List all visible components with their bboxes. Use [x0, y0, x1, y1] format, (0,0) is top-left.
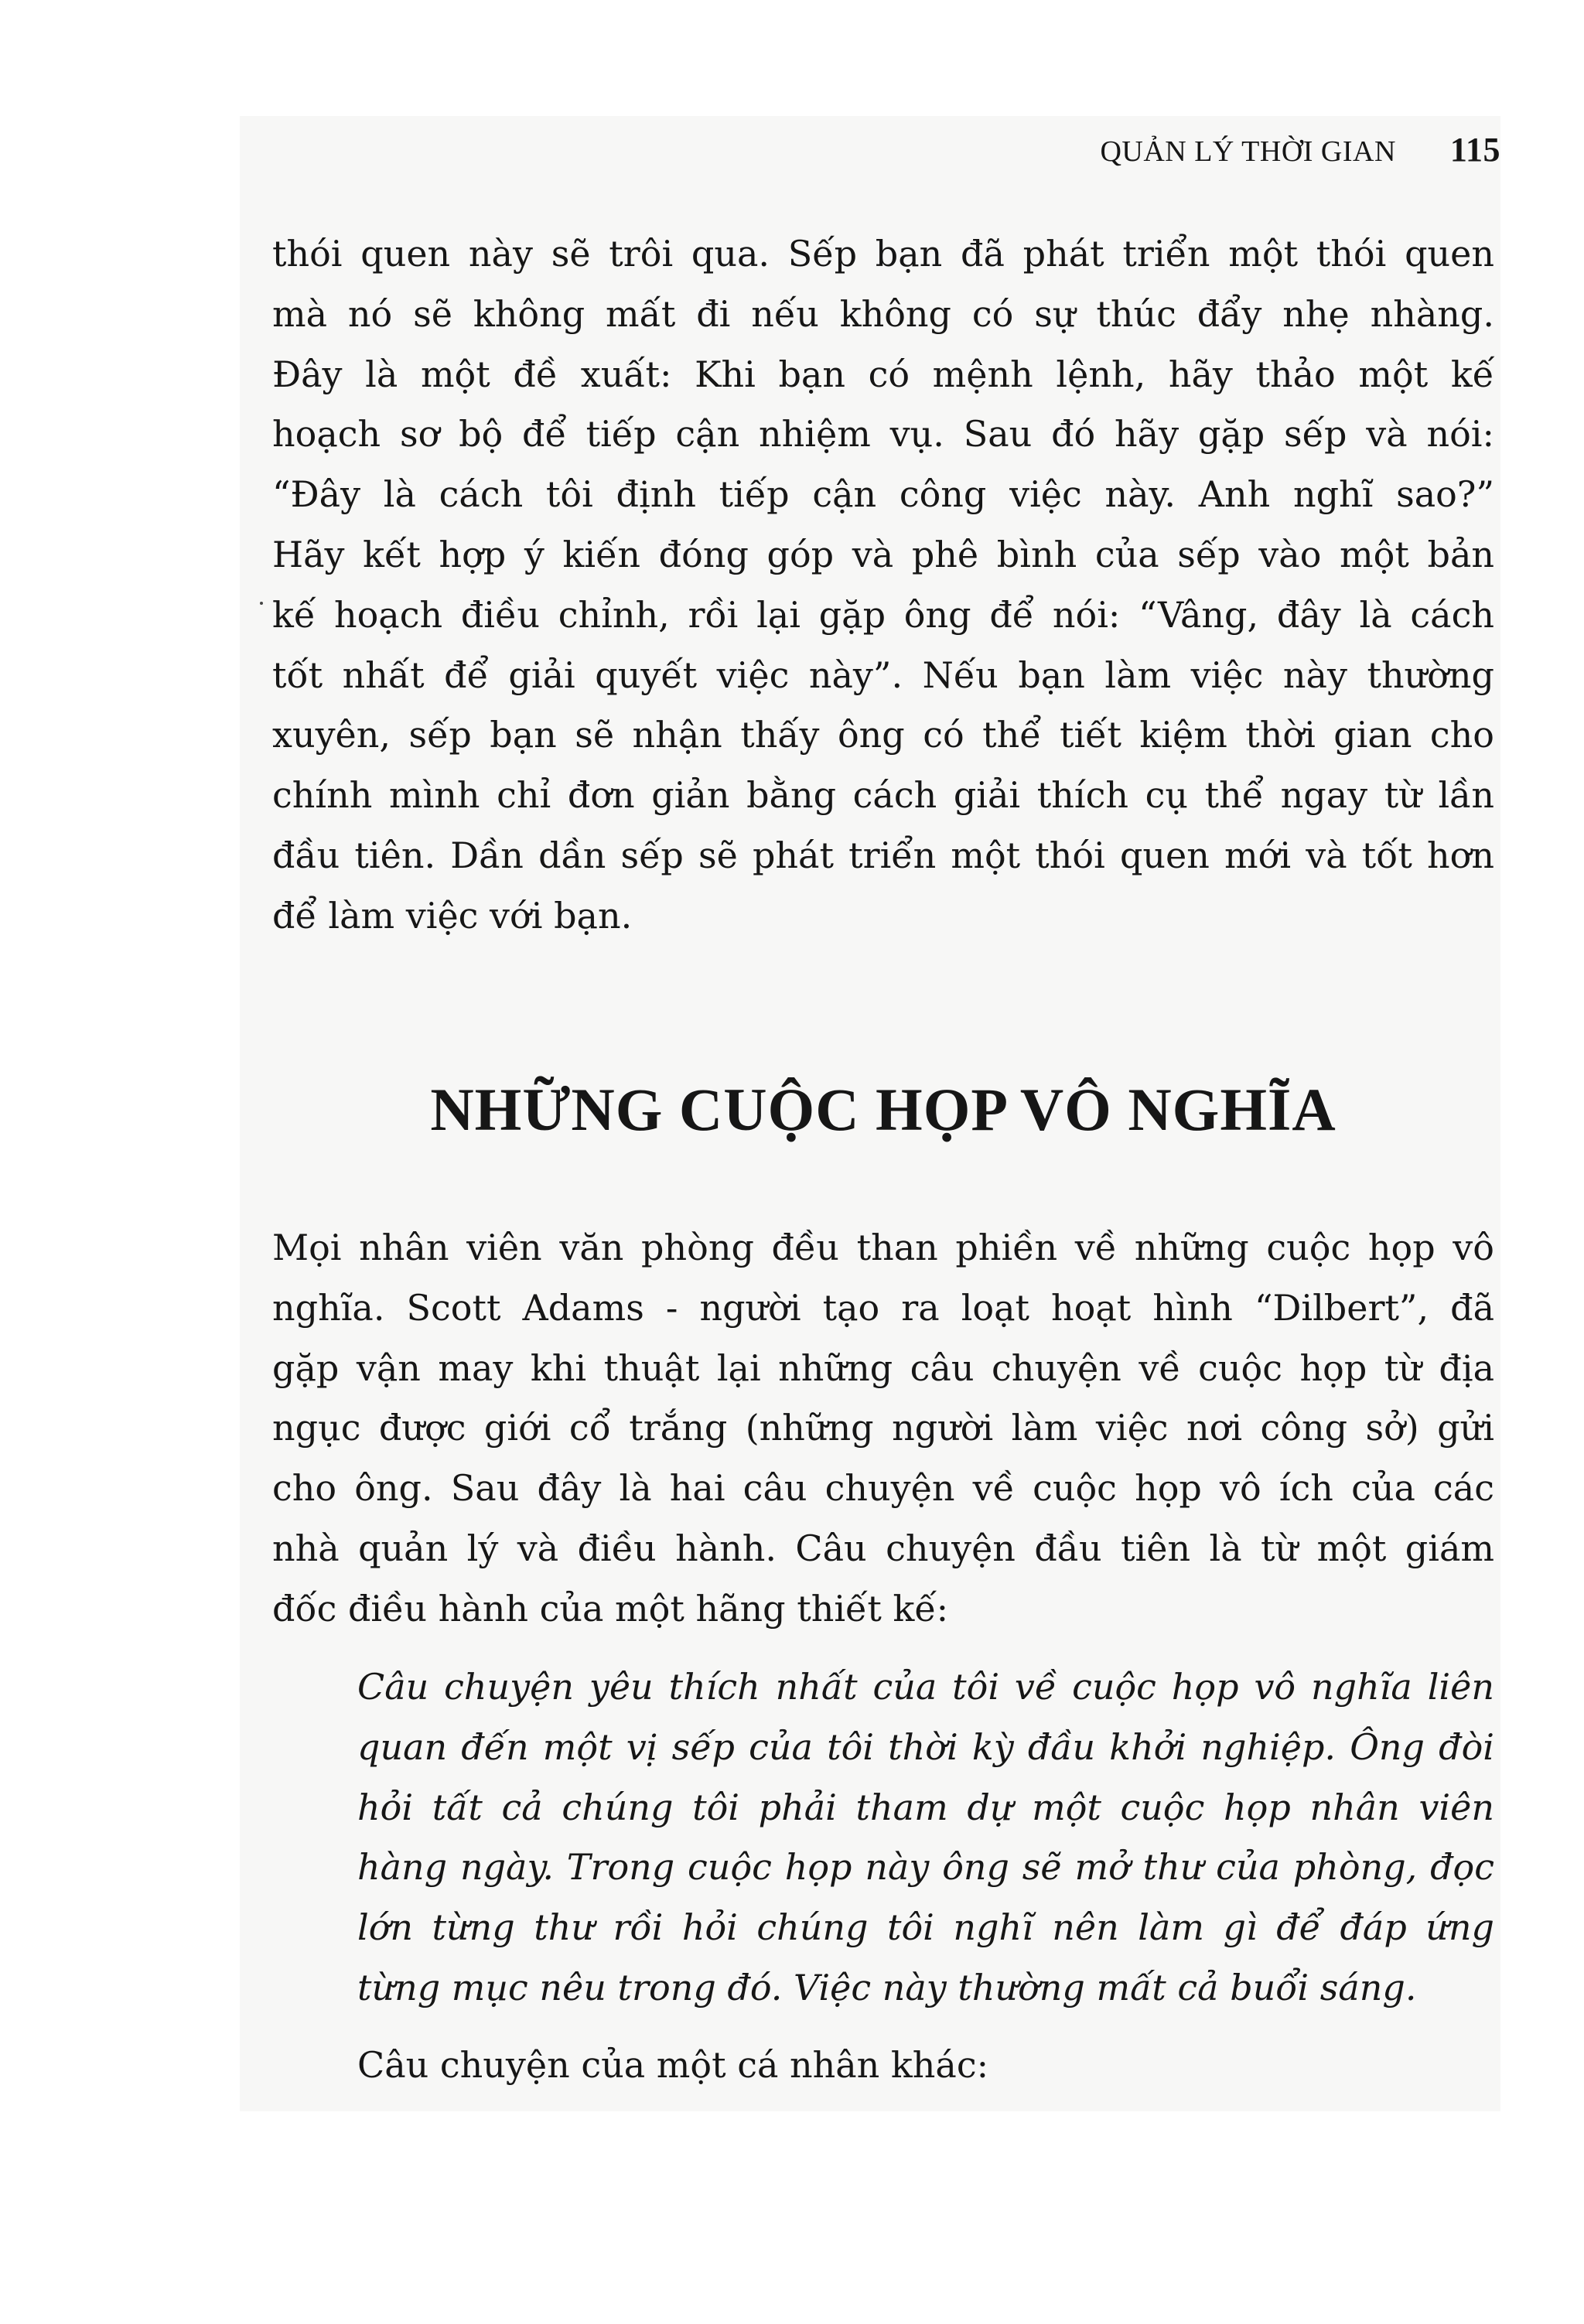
margin-mark [260, 602, 263, 605]
running-header [1075, 130, 1500, 169]
text-line: Hãy kết hợp ý kiến đóng góp và phê bình của sếp vào một bản [272, 533, 1494, 575]
paragraph-continued [272, 224, 1494, 947]
text-line: nghĩa. Scott Adams - người tạo ra loạt hoạt hình “Dilbert”, đã [272, 1286, 1494, 1329]
paragraph-intro [272, 1218, 1494, 1640]
text-line: hoạch sơ bộ để tiếp cận nhiệm vụ. Sau đó hãy gặp sếp và nói: [272, 413, 1494, 456]
text-line: Mọi nhân viên văn phòng đều than phiền về những cuộc họp vô [272, 1227, 1494, 1268]
quote-line: từng mục nêu trong đó. Việc này thường mất cả buổi sáng. [357, 1966, 1417, 2008]
section-heading: NHỮNG CUỘC HỌP VÔ NGHĨA [430, 1076, 1336, 1143]
text-line: “Đây là cách tôi định tiếp cận công việc này. Anh nghĩ sao?” [272, 473, 1494, 516]
text-line: kế hoạch điều chỉnh, rồi lại gặp ông để nói: “Vâng, đây là cách [272, 593, 1494, 636]
paragraph-next-story [357, 2036, 1494, 2096]
text-line: đầu tiên. Dần dần sếp sẽ phát triển một thói quen mới và tốt hơn [272, 834, 1494, 876]
quoted-story [357, 1657, 1494, 2019]
text-line: xuyên, sếp bạn sẽ nhận thấy ông có thể tiết kiệm thời gian cho [272, 714, 1494, 756]
text-line: Câu chuyện của một cá nhân khác: [357, 2044, 989, 2086]
text-line: cho ông. Sau đây là hai câu chuyện về cuộc họp vô ích của các [272, 1467, 1494, 1510]
text-line: ngục được giới cổ trắng (những người làm việc nơi công sở) gửi [272, 1407, 1494, 1449]
quote-line: lớn từng thư rồi hỏi chúng tôi nghĩ nên làm gì để đáp ứng [357, 1906, 1494, 1949]
text-line: tốt nhất để giải quyết việc này”. Nếu bạn làm việc này thường [272, 654, 1494, 696]
text-line: nhà quản lý và điều hành. Câu chuyện đầu tiên là từ một giám [272, 1527, 1494, 1569]
quote-line: Câu chuyện yêu thích nhất của tôi về cuộc họp vô nghĩa liên [357, 1666, 1494, 1708]
header-title: QUẢN LÝ THỜI GIAN [1100, 135, 1396, 168]
text-line: Đây là một đề xuất: Khi bạn có mệnh lệnh, hãy thảo một kế [272, 353, 1494, 395]
text-line: chính mình chỉ đơn giản bằng cách giải thích cụ thể ngay từ lần [272, 774, 1494, 817]
page-number: 115 [1449, 131, 1500, 169]
text-line: mà nó sẽ không mất đi nếu không có sự thúc đẩy nhẹ nhàng. [272, 292, 1494, 335]
text-line: để làm việc với bạn. [272, 894, 633, 937]
quote-line: hàng ngày. Trong cuộc họp này ông sẽ mở thư của phòng, đọc [357, 1846, 1494, 1889]
quote-line: hỏi tất cả chúng tôi phải tham dự một cuộc họp nhân viên [357, 1786, 1494, 1828]
text-line: thói quen này sẽ trôi qua. Sếp bạn đã phát triển một thói quen [272, 233, 1494, 275]
quote-line: quan đến một vị sếp của tôi thời kỳ đầu khởi nghiệp. Ông đòi [357, 1725, 1494, 1768]
text-line: gặp vận may khi thuật lại những câu chuyện về cuộc họp từ địa [272, 1346, 1494, 1389]
text-line: đốc điều hành của một hãng thiết kế: [272, 1587, 949, 1630]
